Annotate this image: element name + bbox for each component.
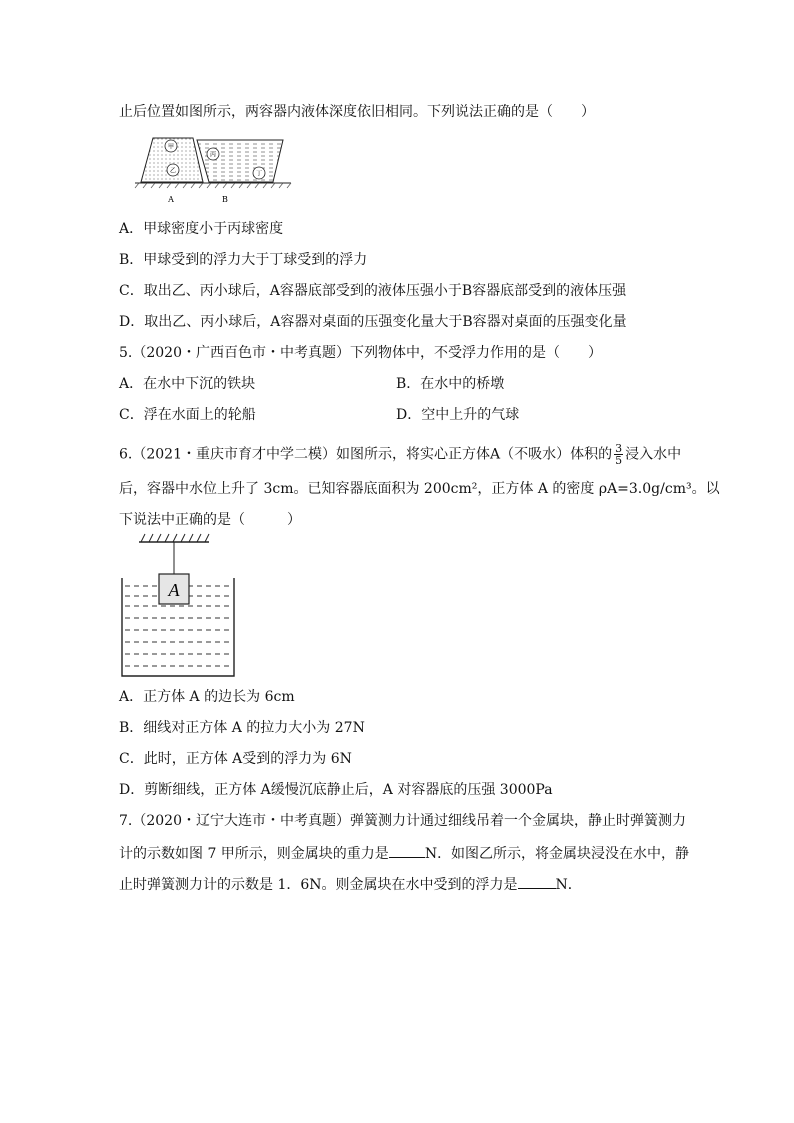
fraction-denominator: 5: [615, 454, 623, 467]
ball-bing-label: 丙: [209, 151, 217, 159]
container-a-label: A: [168, 195, 174, 204]
q6-stem-line2: 后，容器中水位上升了 3cm。已知容器底面积为 200cm²，正方体 A 的密度 ρA=3.0g/cm³。以: [119, 481, 720, 497]
q6-option-c: C．此时，正方体 A受到的浮力为 6N: [119, 751, 352, 767]
q4-option-d: D．取出乙、丙小球后，A容器对桌面的压强变化量大于B容器对桌面的压强变化量: [119, 314, 627, 330]
q4-option-b: B．甲球受到的浮力大于丁球受到的浮力: [119, 252, 368, 268]
q7-line1: 7.（2020・辽宁大连市・中考真题）弹簧测力计通过细线吊着一个金属块，静止时弹簧测力: [119, 813, 686, 829]
q5-option-c: C．浮在水面上的轮船: [119, 407, 256, 423]
container-b-label: B: [222, 195, 228, 204]
q7-line2-end: N．如图乙所示，将金属块浸没在水中，静: [424, 846, 690, 862]
q4-option-c: C．取出乙、丙小球后，A容器底部受到的液体压强小于B容器底部受到的液体压强: [119, 283, 627, 299]
q7-line2: [119, 843, 689, 863]
q7-line3-end: N．: [555, 877, 582, 893]
q6-stem-before-fraction: 6.（2021・重庆市育才中学二模）如图所示，将实心正方体A（不吸水）体积的: [119, 446, 613, 463]
ball-ding-label: 丁: [255, 170, 263, 178]
q4-containers-figure: [133, 130, 293, 206]
q7-line2-start: 计的示数如图 7 甲所示，则金属块的重力是: [119, 846, 389, 862]
ball-jia-label: 甲: [167, 143, 175, 151]
q4-intro: 止后位置如图所示，两容器内液体深度依旧相同。下列说法正确的是（ ）: [119, 104, 595, 120]
q4-option-a: A．甲球密度小于丙球密度: [119, 221, 284, 237]
answer-blank-weight[interactable]: [389, 843, 425, 858]
q6-stem-line3: 下说法中正确的是（ ）: [119, 512, 301, 528]
q6-option-d: D．剪断细线，正方体 A缓慢沉底静止后，A 对容器底的压强 3000Pa: [119, 782, 553, 798]
q6-option-b: B．细线对正方体 A 的拉力大小为 27N: [119, 720, 365, 736]
fraction-numerator: 3: [615, 442, 623, 455]
q5-option-d: D．空中上升的气球: [396, 407, 520, 423]
answer-blank-buoyancy[interactable]: [518, 874, 556, 889]
q5-option-a: A．在水中下沉的铁块: [119, 376, 256, 392]
volume-fraction: [614, 443, 623, 466]
q5-option-b: B．在水中的桥墩: [396, 376, 505, 392]
q5-stem: 5.（2020・广西百色市・中考真题）下列物体中，不受浮力作用的是（ ）: [119, 345, 602, 361]
q7-line3: [119, 874, 582, 894]
q6-option-a: A．正方体 A 的边长为 6cm: [119, 689, 295, 705]
q7-line3-start: 止时弹簧测力计的示数是 1．6N。则金属块在水中受到的浮力是: [119, 877, 518, 893]
q6-stem-after-fraction: 浸入水中: [625, 446, 682, 463]
q6-stem-line1: [119, 443, 681, 466]
q6-cube-in-water-figure: [117, 532, 239, 680]
cube-a-label: A: [168, 580, 180, 600]
ball-yi-label: 乙: [169, 167, 177, 175]
